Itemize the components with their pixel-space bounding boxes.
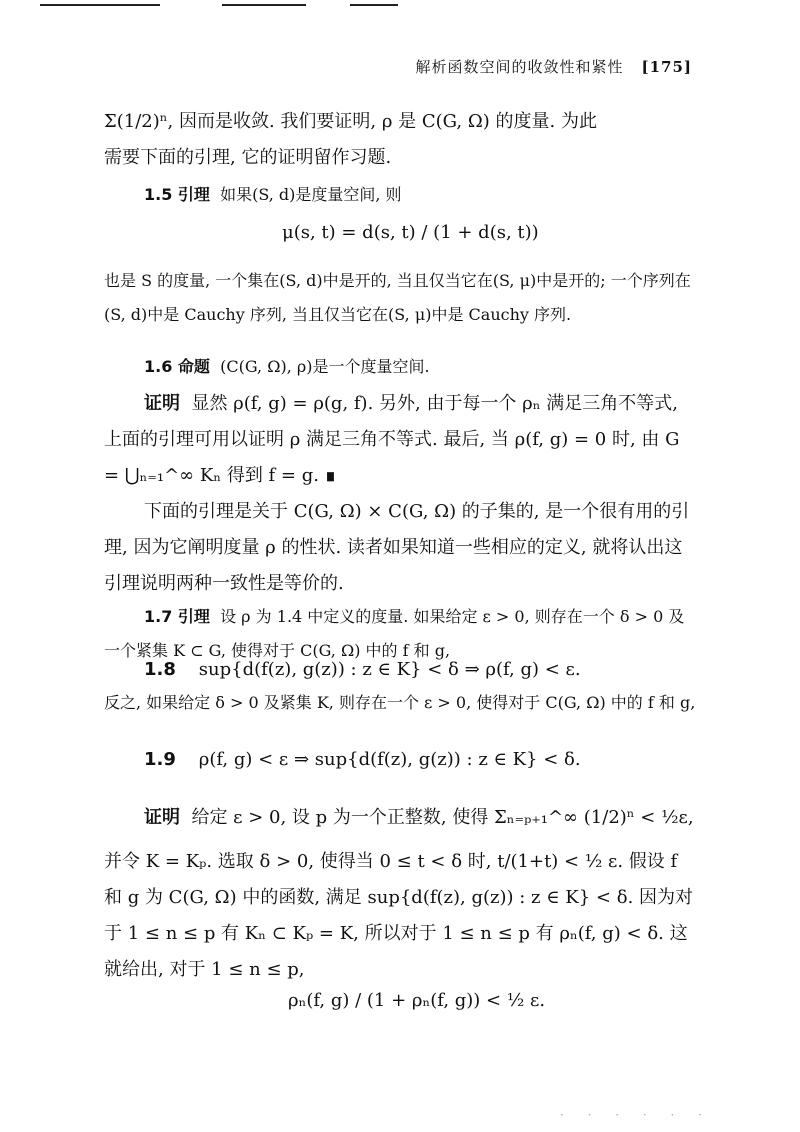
text-line: 需要下面的引理, 它的证明留作习题. (104, 147, 392, 168)
lemma-text: 设 ρ 为 1.4 中定义的度量. 如果给定 ε > 0, 则存在一个 δ > 0 及一个紧集 K ⊂ G, 使得对于 C(G, Ω) 中的 f 和 g, (104, 607, 685, 660)
lemma-1-5-body (104, 264, 696, 332)
text-line: 下面的引理是关于 C(G, Ω) × C(G, Ω) 的子集的, 是一个很有用的引理, 因为它阐明度量 ρ 的性状. 读者如果知道一些相应的定义, 就将认出这引理说明两种一致性是等价的. (104, 501, 690, 594)
statement-1-8 (104, 652, 696, 688)
proposition-number: 1.6 命题 (144, 357, 210, 376)
equation-mu: μ(s, t) = d(s, t) / (1 + d(s, t)) (282, 222, 539, 243)
page-number: [175] (641, 58, 692, 76)
para-lemma-intro (104, 494, 696, 602)
proposition-text: (C(G, Ω), ρ)是一个度量空间. (220, 357, 430, 376)
formula-text: ρ(f, g) < ε ⇒ sup{d(f(z), g(z)) : z ∈ K} < δ. (198, 749, 581, 770)
scan-edge-line (40, 4, 160, 6)
proof-label: 证明 (144, 393, 180, 414)
proof-1-7 (104, 800, 696, 836)
statement-1-9 (104, 742, 696, 778)
lemma-number: 1.5 引理 (144, 185, 210, 204)
lemma-number: 1.7 引理 (144, 607, 210, 626)
proof-label: 证明 (144, 807, 180, 828)
proof-1-6 (104, 386, 696, 494)
proof-text: 给定 ε > 0, 设 p 为一个正整数, 使得 Σₙ₌ₚ₊₁^∞ (1/2)ⁿ < ½ε, (191, 807, 694, 828)
running-header (415, 56, 692, 77)
proposition-1-6 (104, 350, 696, 384)
para-intro (104, 104, 696, 176)
equation-rho-n: ρₙ(f, g) / (1 + ρₙ(f, g)) < ½ ε. (288, 990, 546, 1011)
scan-edge-line (222, 4, 306, 6)
running-title: 解析函数空间的收敛性和紧性 (415, 58, 624, 76)
scan-specks: · · · · · · (560, 1108, 712, 1122)
text-line: 反之, 如果给定 δ > 0 及紧集 K, 则存在一个 ε > 0, 使得对于 C(G, Ω) 中的 f 和 g, (104, 693, 696, 712)
text-line: 并令 K = Kₚ. 选取 δ > 0, 使得当 0 ≤ t < δ 时, t/(1+t) < ½ ε. 假设 f 和 g 为 C(G, Ω) 中的函数, 满足 sup{d(f(z), g(z)) : z ∈ K} < δ. 因为对于 1 ≤ n ≤ p 有 Kₙ ⊂ Kₚ = K, 所以对于 1 ≤ n ≤ p 有 ρₙ(f, g) < δ. 这就给出, 对于 1 ≤ n ≤ p, (104, 851, 694, 980)
lemma-1-5 (104, 178, 696, 212)
formula-number: 1.9 (144, 749, 176, 770)
text-line: 也是 S 的度量, 一个集在(S, d)中是开的, 当且仅当它在(S, μ)中是开的; 一个序列在(S, d)中是 Cauchy 序列, 当且仅当它在(S, μ)中是 Cauchy 序列. (104, 271, 691, 324)
formula-number: 1.8 (144, 659, 176, 680)
proof-text: 显然 ρ(f, g) = ρ(g, f). 另外, 由于每一个 ρₙ 满足三角不等式, 上面的引理可用以证明 ρ 满足三角不等式. 最后, 当 ρ(f, g) = 0 时, 由 G = ⋃ₙ₌₁^∞ Kₙ 得到 f = g. (104, 393, 680, 486)
qed-mark: ∎ (324, 465, 337, 486)
converse-text (104, 686, 696, 720)
scan-edge-line (350, 4, 398, 6)
proof-1-7-body (104, 844, 696, 988)
lemma-text: 如果(S, d)是度量空间, 则 (220, 185, 402, 204)
formula-text: sup{d(f(z), g(z)) : z ∈ K} < δ ⇒ ρ(f, g) < ε. (198, 659, 581, 680)
text-line: Σ(1/2)ⁿ, 因而是收敛. 我们要证明, ρ 是 C(G, Ω) 的度量. 为此 (104, 111, 597, 132)
